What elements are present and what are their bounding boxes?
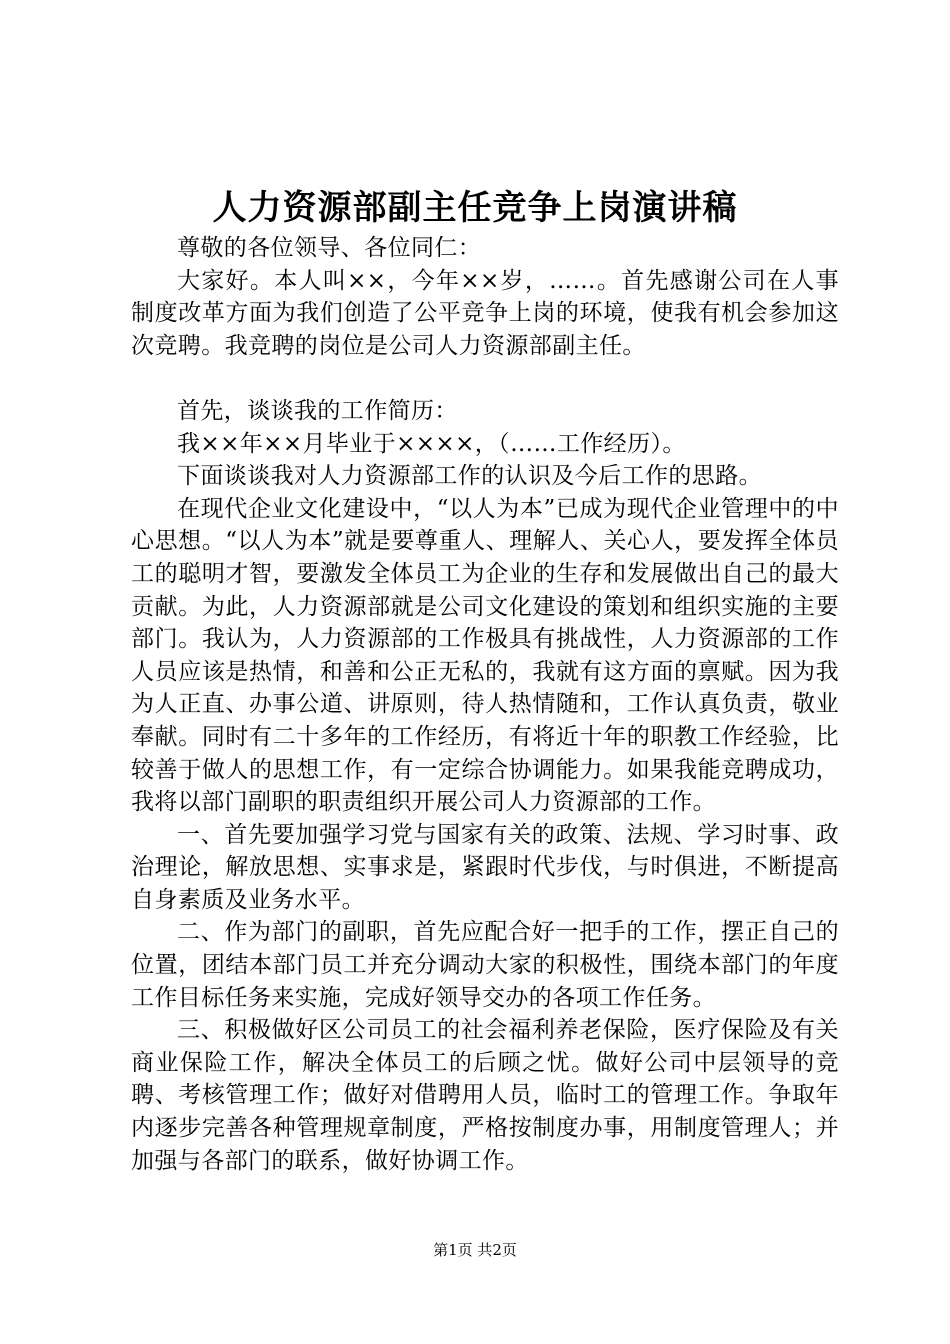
point-three-paragraph: 三、积极做好区公司员工的社会福利养老保险，医疗保险及有关商业保险工作，解决全体员工的后顾之忧。做好公司中层领导的竞聘、考核管理工作；做好对借聘用人员，临时工的管理工作。争取年内逐步完善各种管理规章制度，严格按制度办事，用制度管理人；并加强与各部门的联系，做好协调工作。 [131, 1017, 839, 1174]
document-title: 人力资源部副主任竞争上岗演讲稿 [212, 188, 738, 228]
resume-paragraph: 我××年××月毕业于××××，（……工作经历）。 [177, 430, 686, 457]
document-body [131, 232, 839, 1177]
greeting-paragraph: 大家好。本人叫××，今年××岁，……。首先感谢公司在人事制度改革方面为我们创造了公平竞争上岗的环境，使我有机会参加这次竞聘。我竞聘的岗位是公司人力资源部副主任。 [131, 267, 839, 359]
salutation-paragraph: 尊敬的各位领导、各位同仁： [177, 235, 482, 261]
resume-heading-paragraph: 首先，谈谈我的工作简历： [177, 397, 458, 424]
point-two-paragraph: 二、作为部门的副职，首先应配合好一把手的工作，摆正自己的位置，团结本部门员工并充分调动大家的积极性，围绕本部门的年度工作目标任务来实施，完成好领导交办的各项工作任务。 [131, 919, 839, 1011]
page-footer: 第1页 共2页 [433, 1241, 517, 1259]
culture-paragraph: 在现代企业文化建设中，“以人为本”已成为现代企业管理中的中心思想。“以人为本”就是要尊重人、理解人、关心人，要发挥全体员工的聪明才智，要激发全体员工为企业的生存和发展做出自己的最大贡献。为此，人力资源部就是公司文化建设的策划和组织实施的主要部门。我认为，人力资源部的工作极具有挑战性，人力资源部的工作人员应该是热情，和善和公正无私的，我就有这方面的禀赋。因为我为人正直、办事公道、讲原则，待人热情随和，工作认真负责，敬业奉献。同时有二十多年的工作经历，有将近十年的职教工作经验，比较善于做人的思想工作，有一定综合协调能力。如果我能竞聘成功，我将以部门副职的职责组织开展公司人力资源部的工作。 [131, 495, 839, 816]
paragraph-gap [131, 362, 839, 395]
point-one-paragraph: 一、首先要加强学习党与国家有关的政策、法规、学习时事、政治理论，解放思想、实事求是，紧跟时代步伐，与时俱进，不断提高自身素质及业务水平。 [131, 821, 839, 913]
intro-paragraph: 下面谈谈我对人力资源部工作的认识及今后工作的思路。 [177, 463, 762, 490]
